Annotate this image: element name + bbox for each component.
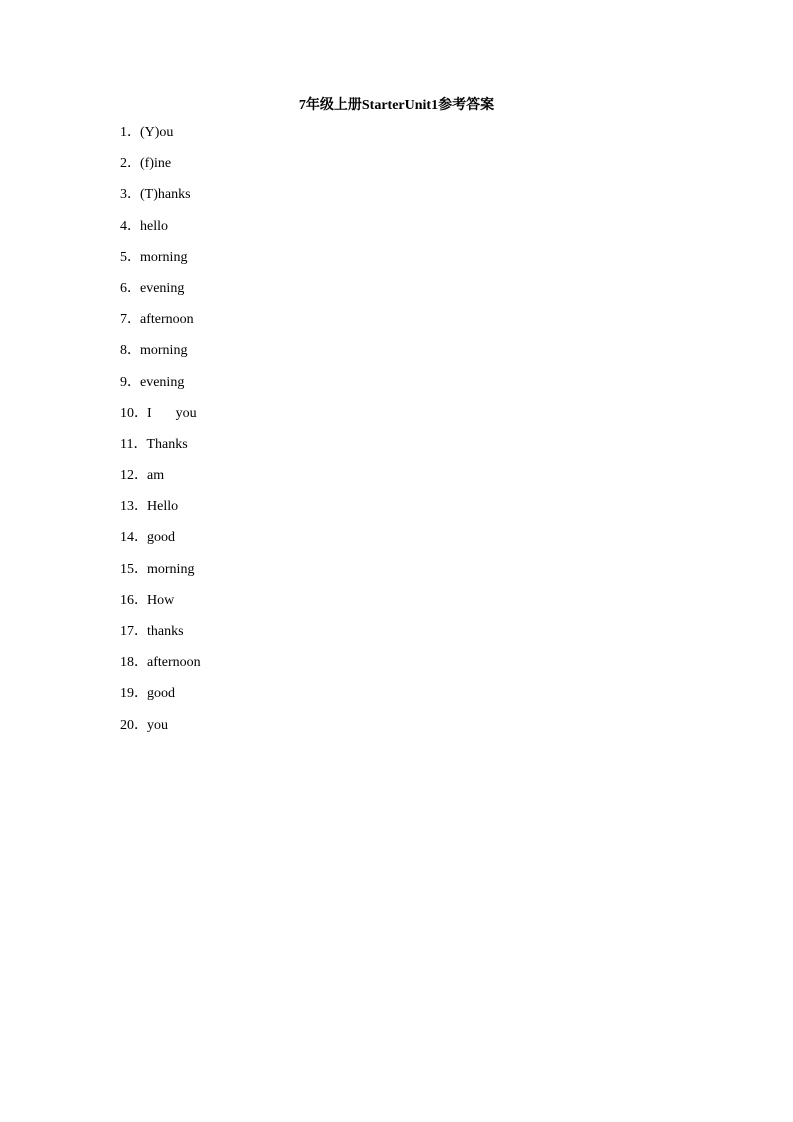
- answer-text-second: you: [175, 405, 197, 421]
- answer-text: afternoon: [140, 312, 194, 328]
- answer-number: 18: [120, 655, 134, 671]
- answer-item: 4．hello: [120, 217, 201, 248]
- answer-text: evening: [140, 280, 185, 296]
- answer-number: 12: [120, 468, 134, 484]
- answer-item: 19．good: [120, 684, 201, 715]
- answer-text: evening: [140, 374, 185, 390]
- answer-text: morning: [147, 561, 195, 577]
- answer-item: 20．you: [120, 716, 201, 747]
- answer-number: 3: [120, 187, 127, 203]
- answer-item: 16．How: [120, 591, 201, 622]
- answer-number: 9: [120, 374, 127, 390]
- answer-item: 5．morning: [120, 248, 201, 279]
- answer-number: 10: [120, 405, 134, 421]
- answer-number: 5: [120, 249, 127, 265]
- answer-text: thanks: [147, 624, 184, 639]
- answer-text: (Y)ou: [140, 125, 174, 140]
- answer-text: morning: [140, 249, 188, 265]
- answer-text: Hello: [147, 499, 179, 515]
- answer-number: 17: [120, 624, 134, 639]
- answer-number: 14: [120, 530, 134, 546]
- answer-number: 13: [120, 499, 134, 515]
- page-title: 7年级上册StarterUnit1参考答案: [298, 98, 495, 113]
- answer-text: afternoon: [147, 655, 201, 671]
- answer-item: 8．morning: [120, 341, 201, 372]
- answer-list: [120, 123, 201, 747]
- answer-number: 1: [120, 125, 127, 140]
- answer-text: I: [147, 405, 152, 421]
- answer-item: 15．morning: [120, 560, 201, 591]
- answer-item: 18．afternoon: [120, 653, 201, 684]
- answer-number: 6: [120, 280, 127, 296]
- answer-text: (f)ine: [140, 156, 172, 172]
- answer-text: How: [147, 592, 175, 608]
- answer-item: 12．am: [120, 466, 201, 497]
- answer-item: 17．thanks: [120, 622, 201, 653]
- answer-number: 19: [120, 686, 134, 702]
- answer-text: good: [147, 530, 175, 546]
- answer-text: (T)hanks: [140, 187, 191, 203]
- answer-text: am: [147, 468, 165, 484]
- answer-text: hello: [140, 218, 168, 234]
- answer-item: 1．(Y)ou: [120, 123, 201, 154]
- answer-number: 16: [120, 592, 134, 608]
- answer-item: 11．Thanks: [120, 435, 201, 466]
- answer-item: 14．good: [120, 528, 201, 559]
- answer-item: 2．(f)ine: [120, 154, 201, 185]
- answer-number: 4: [120, 218, 127, 234]
- answer-item: 10．I you: [120, 404, 201, 435]
- answer-item: 13．Hello: [120, 497, 201, 528]
- answer-text: good: [147, 686, 175, 702]
- answer-item: 7．afternoon: [120, 310, 201, 341]
- answer-number: 20: [120, 717, 134, 733]
- answer-number: 2: [120, 156, 127, 172]
- answer-text: morning: [140, 343, 188, 359]
- answer-item: 3．(T)hanks: [120, 185, 201, 216]
- answer-text: you: [147, 717, 168, 733]
- answer-number: 15: [120, 561, 134, 577]
- answer-number: 7: [120, 312, 127, 328]
- answer-number: 11: [120, 436, 134, 452]
- answer-text: Thanks: [146, 436, 188, 452]
- answer-item: 6．evening: [120, 279, 201, 310]
- answer-item: 9．evening: [120, 373, 201, 404]
- answer-number: 8: [120, 343, 127, 359]
